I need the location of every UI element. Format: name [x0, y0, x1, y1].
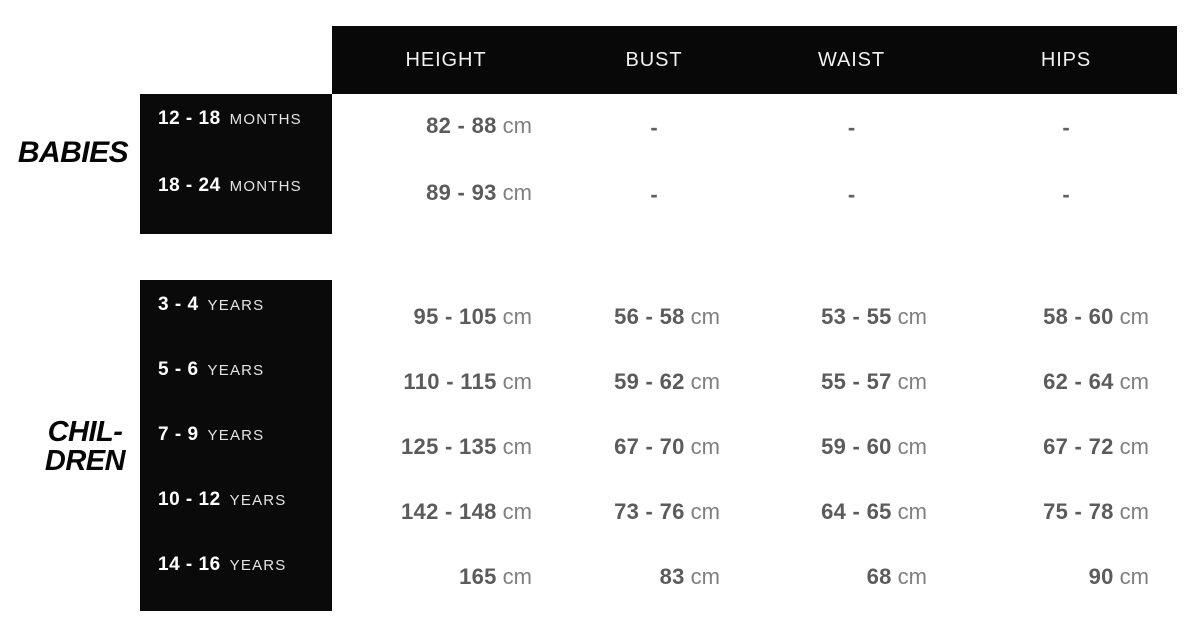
age-range-cell	[140, 410, 332, 475]
children-box-footer	[140, 605, 332, 611]
table-row	[140, 280, 1177, 345]
hips-cell	[955, 410, 1177, 475]
bust-cell	[560, 161, 748, 228]
unit-label: cm	[502, 179, 532, 205]
age-range-cell	[140, 161, 332, 228]
table-row	[140, 345, 1177, 410]
table-row	[140, 94, 1177, 161]
unit-label: cm	[690, 433, 720, 459]
hips-cell	[955, 161, 1177, 228]
age-range: 7 - 9	[158, 423, 199, 445]
children-rows-group	[140, 280, 1177, 611]
unit-label: cm	[502, 498, 532, 524]
age-range: 3 - 4	[158, 293, 199, 315]
table-row	[140, 475, 1177, 540]
column-header-height: HEIGHT	[405, 48, 487, 71]
bust-value: 56 - 58	[614, 303, 685, 329]
height-value: 95 - 105	[413, 303, 497, 329]
age-unit: YEARS	[207, 426, 265, 444]
height-cell	[332, 161, 560, 228]
age-range-cell	[140, 345, 332, 410]
height-cell	[332, 475, 560, 540]
table-row	[140, 410, 1177, 475]
bust-cell	[560, 280, 748, 345]
age-range-cell	[140, 540, 332, 605]
age-unit: YEARS	[207, 296, 265, 314]
waist-cell	[748, 345, 955, 410]
unit-label: cm	[502, 563, 532, 589]
hips-value: 90	[1088, 563, 1114, 589]
waist-cell	[748, 410, 955, 475]
unit-label: cm	[690, 368, 720, 394]
waist-value: 64 - 65	[821, 498, 892, 524]
age-range: 14 - 16	[158, 553, 221, 575]
no-value-dash: -	[650, 114, 658, 140]
table-header-bar	[332, 26, 1177, 94]
no-value-dash: -	[847, 181, 856, 207]
group-label-children	[15, 418, 155, 476]
hips-cell	[955, 345, 1177, 410]
unit-label: cm	[502, 303, 532, 329]
hips-cell	[955, 475, 1177, 540]
age-range-cell	[140, 475, 332, 540]
unit-label: cm	[897, 563, 927, 589]
unit-label: cm	[1119, 303, 1149, 329]
age-range-cell	[140, 94, 332, 161]
unit-label: cm	[502, 433, 532, 459]
bust-cell	[560, 410, 748, 475]
unit-label: cm	[1119, 563, 1149, 589]
height-cell	[332, 94, 560, 161]
hips-cell	[955, 94, 1177, 161]
hips-value: 62 - 64	[1043, 368, 1114, 394]
unit-label: cm	[897, 368, 927, 394]
column-header-bust: BUST	[625, 48, 683, 71]
waist-cell	[748, 161, 955, 228]
hips-value: 75 - 78	[1043, 498, 1114, 524]
age-range: 10 - 12	[158, 488, 221, 510]
column-header-waist: WAIST	[817, 48, 886, 71]
unit-label: cm	[1119, 368, 1149, 394]
group-label-children-line2: DREN	[44, 445, 126, 477]
waist-value: 55 - 57	[821, 368, 892, 394]
no-value-dash: -	[1062, 114, 1070, 140]
bust-value: 83	[659, 563, 685, 589]
unit-label: cm	[1119, 498, 1149, 524]
height-cell	[332, 410, 560, 475]
age-unit: YEARS	[207, 361, 265, 379]
waist-value: 59 - 60	[821, 433, 892, 459]
height-cell	[332, 540, 560, 605]
waist-cell	[748, 540, 955, 605]
bust-cell	[560, 94, 748, 161]
group-label-children-line1: CHIL-	[47, 416, 123, 448]
height-value: 89 - 93	[426, 179, 497, 205]
height-value: 142 - 148	[401, 498, 497, 524]
babies-rows-group	[140, 94, 1177, 234]
unit-label: cm	[897, 498, 927, 524]
bust-value: 67 - 70	[614, 433, 685, 459]
unit-label: cm	[690, 563, 720, 589]
hips-value: 58 - 60	[1043, 303, 1114, 329]
no-value-dash: -	[847, 114, 856, 140]
no-value-dash: -	[1062, 181, 1070, 207]
waist-cell	[748, 280, 955, 345]
age-unit: YEARS	[229, 556, 287, 574]
age-unit: YEARS	[229, 491, 287, 509]
height-value: 110 - 115	[403, 368, 497, 394]
bust-cell	[560, 475, 748, 540]
height-cell	[332, 345, 560, 410]
unit-label: cm	[502, 112, 532, 138]
no-value-dash: -	[650, 181, 658, 207]
bust-cell	[560, 540, 748, 605]
waist-value: 68	[866, 563, 892, 589]
unit-label: cm	[502, 368, 532, 394]
unit-label: cm	[690, 498, 720, 524]
age-unit: MONTHS	[229, 110, 302, 128]
unit-label: cm	[1119, 433, 1149, 459]
age-range: 5 - 6	[158, 358, 199, 380]
waist-cell	[748, 94, 955, 161]
column-header-hips: HIPS	[1040, 48, 1092, 71]
table-row	[140, 161, 1177, 228]
unit-label: cm	[897, 303, 927, 329]
hips-cell	[955, 540, 1177, 605]
waist-value: 53 - 55	[821, 303, 892, 329]
height-cell	[332, 280, 560, 345]
hips-value: 67 - 72	[1043, 433, 1114, 459]
bust-cell	[560, 345, 748, 410]
height-value: 82 - 88	[426, 112, 497, 138]
waist-cell	[748, 475, 955, 540]
unit-label: cm	[690, 303, 720, 329]
age-unit: MONTHS	[229, 177, 302, 195]
height-value: 165	[459, 563, 497, 589]
babies-box-footer	[140, 228, 332, 234]
bust-value: 59 - 62	[614, 368, 685, 394]
unit-label: cm	[897, 433, 927, 459]
age-range-cell	[140, 280, 332, 345]
hips-cell	[955, 280, 1177, 345]
table-row	[140, 540, 1177, 605]
age-range: 18 - 24	[158, 174, 221, 196]
age-range: 12 - 18	[158, 107, 221, 129]
height-value: 125 - 135	[401, 433, 497, 459]
bust-value: 73 - 76	[614, 498, 685, 524]
group-label-babies: BABIES	[17, 136, 129, 169]
